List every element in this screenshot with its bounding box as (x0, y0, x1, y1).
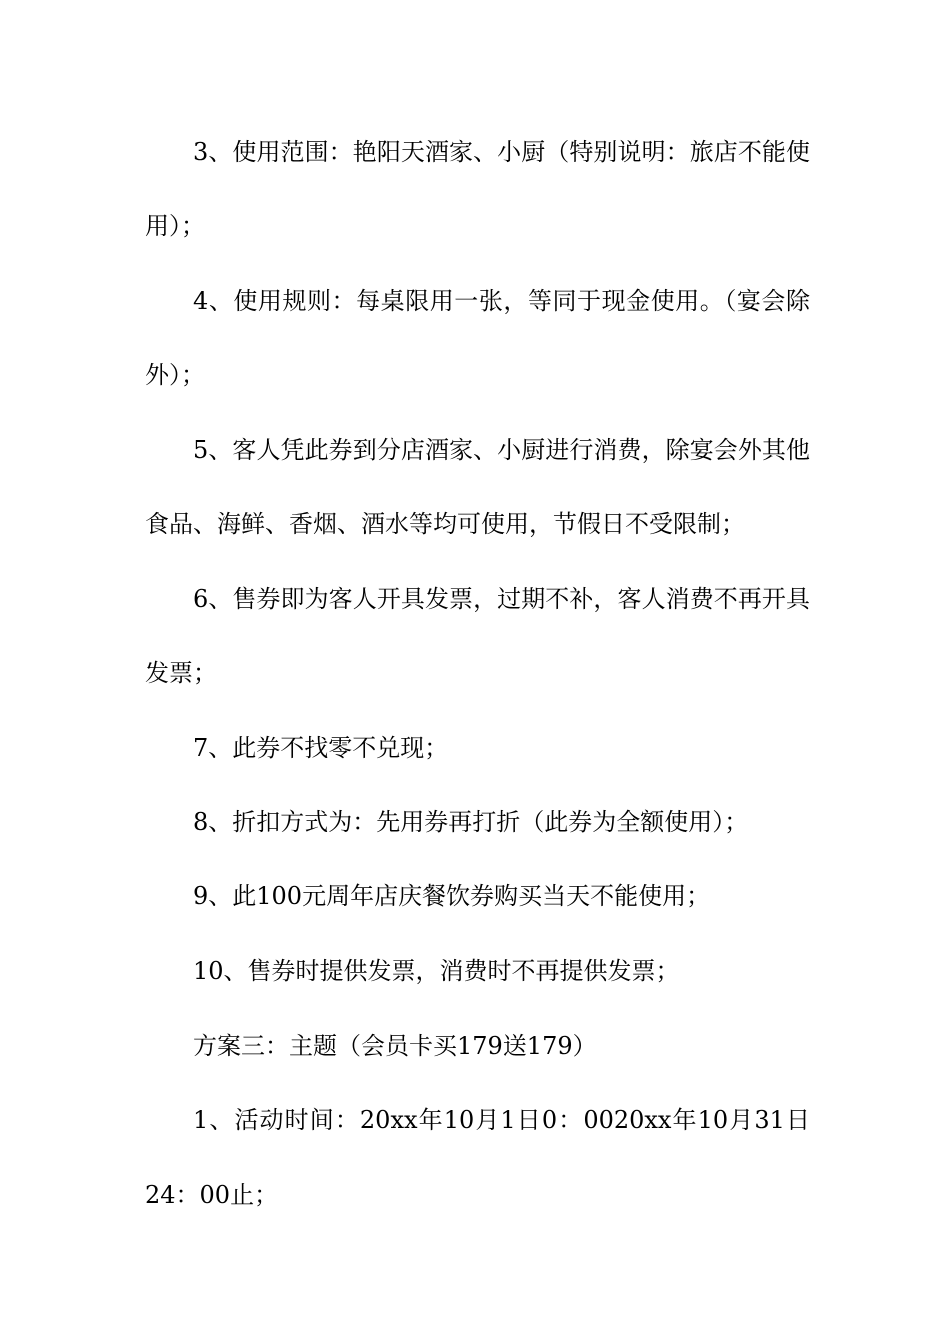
section-heading: 方案三：主题（会员卡买179送179） (193, 1032, 597, 1060)
paragraph-line: 用）； (145, 212, 205, 240)
paragraph-line: 9、此100元周年店庆餐饮券购买当天不能使用； (193, 882, 711, 910)
paragraph-line: 7、此券不找零不兑现； (193, 734, 449, 762)
paragraph-line: 6、售券即为客人开具发票，过期不补，客人消费不再开具 (193, 585, 810, 613)
paragraph-line: 4、使用规则：每桌限用一张，等同于现金使用。（宴会除 (193, 287, 810, 315)
paragraph-line: 食品、海鲜、香烟、酒水等均可使用，节假日不受限制； (145, 510, 745, 538)
paragraph-line: 1、活动时间：20xx年10月1日0：0020xx年10月31日 (193, 1106, 810, 1134)
paragraph-line: 发票； (145, 659, 217, 687)
paragraph-line: 3、使用范围：艳阳天酒家、小厨（特别说明：旅店不能使 (193, 138, 810, 166)
paragraph-line: 24：00止； (145, 1181, 279, 1209)
paragraph-line: 外）； (145, 361, 205, 389)
paragraph-line: 10、售券时提供发票，消费时不再提供发票； (193, 957, 680, 985)
paragraph-line: 8、折扣方式为：先用券再打折（此券为全额使用）； (193, 808, 749, 836)
paragraph-line: 5、客人凭此券到分店酒家、小厨进行消费，除宴会外其他 (193, 436, 810, 464)
